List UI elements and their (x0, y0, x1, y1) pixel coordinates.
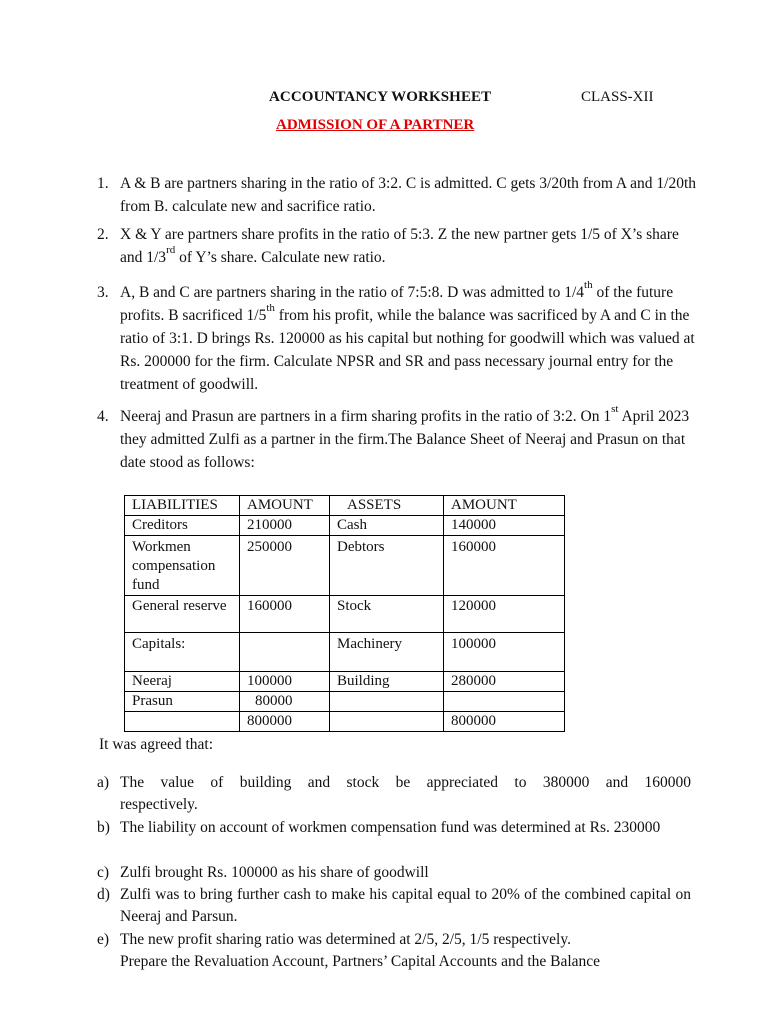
table-total-row (125, 712, 565, 732)
table-cell (444, 692, 565, 712)
table-cell: 100000 (444, 633, 565, 672)
table-cell (330, 692, 444, 712)
question-number: 1. (97, 175, 109, 192)
table-cell: 280000 (444, 672, 565, 692)
question-text: X & Y are partners share profits in the ratio of 5:3. Z the new partner gets 1/5 of X’s share and 1/3rd of Y’s share. Calculate new ratio. (120, 226, 679, 266)
term-b (97, 817, 691, 839)
table-cell: 250000 (240, 536, 330, 596)
question-1 (97, 172, 697, 218)
question-number: 3. (97, 284, 109, 301)
question-2 (97, 223, 697, 269)
term-label: d) (97, 886, 110, 903)
question-number: 2. (97, 226, 109, 243)
term-text: The liability on account of workmen compensation fund was determined at Rs. 230000 (120, 819, 661, 836)
table-cell: Machinery (330, 633, 444, 672)
header-cell: AMOUNT (444, 496, 565, 516)
question-number: 4. (97, 408, 109, 425)
table-header-row (125, 496, 565, 516)
header-cell: AMOUNT (240, 496, 330, 516)
table-cell (240, 633, 330, 672)
table-cell: 160000 (444, 536, 565, 596)
total-assets: 800000 (444, 712, 565, 732)
table-cell: Building (330, 672, 444, 692)
total-liabilities: 800000 (240, 712, 330, 732)
table-cell: 120000 (444, 596, 565, 633)
term-label: e) (97, 931, 110, 948)
term-d (97, 884, 691, 928)
term-text: The value of building and stock be appreciated to 380000 and 160000 respectively. (120, 774, 691, 813)
question-4 (97, 402, 697, 474)
worksheet-title: ACCOUNTANCY WORKSHEET (269, 89, 492, 105)
term-label: c) (97, 864, 110, 881)
header-cell: LIABILITIES (125, 496, 240, 516)
balance-sheet-table (124, 495, 565, 732)
term-label: b) (97, 819, 110, 836)
table-cell: 210000 (240, 516, 330, 536)
question-text: A & B are partners sharing in the ratio of 3:2. C is admitted. C gets 3/20th from A and 1/20th from B. calculate new and sacrifice ratio. (120, 175, 697, 215)
table-cell: Capitals: (125, 633, 240, 672)
table-row (125, 536, 565, 596)
term-a (97, 772, 691, 816)
table-cell: Cash (330, 516, 444, 536)
table-row (125, 596, 565, 633)
table-row (125, 516, 565, 536)
instruction-text: Prepare the Revaluation Account, Partners’ Capital Accounts and the Balance (120, 953, 601, 970)
table-cell: Prasun (125, 692, 240, 712)
term-text: The new profit sharing ratio was determined at 2/5, 2/5, 1/5 respectively. (120, 931, 571, 948)
term-e (97, 929, 691, 951)
table-cell: Stock (330, 596, 444, 633)
table-cell: 140000 (444, 516, 565, 536)
table-cell: Neeraj (125, 672, 240, 692)
header-cell: ASSETS (330, 496, 444, 516)
question-text: A, B and C are partners sharing in the ratio of 7:5:8. D was admitted to 1/4th of the future profits. B sacrificed 1/5th from his profit, while the balance was sacrificed by A and C in the ratio of 3:1. D brings Rs. 120000 as his capital but nothing for goodwill which was valued at Rs. 200000 for the firm. Calculate NPSR and SR and pass necessary journal entry for the treatment of goodwill. (120, 278, 695, 393)
question-3 (97, 278, 697, 396)
term-label: a) (97, 774, 110, 791)
term-c (97, 862, 691, 884)
table-cell: 100000 (240, 672, 330, 692)
table-cell: Debtors (330, 536, 444, 596)
table-cell: General reserve (125, 596, 240, 633)
table-cell: Workmen compensation fund (125, 536, 240, 596)
table-cell (330, 712, 444, 732)
table-cell: 160000 (240, 596, 330, 633)
topic-subtitle: ADMISSION OF A PARTNER (276, 117, 475, 133)
term-text: Zulfi brought Rs. 100000 as his share of goodwill (120, 864, 429, 881)
agreement-intro: It was agreed that: (99, 736, 214, 753)
class-label: CLASS-XII (581, 89, 654, 105)
table-cell (125, 712, 240, 732)
table-row (125, 692, 565, 712)
question-text: Neeraj and Prasun are partners in a firm sharing profits in the ratio of 3:2. On 1st April 2023 they admitted Zulfi as a partner in the firm.The Balance Sheet of Neeraj and Prasun on that date stood as follows: (120, 402, 690, 471)
table-cell: Creditors (125, 516, 240, 536)
table-row (125, 633, 565, 672)
term-text: Zulfi was to bring further cash to make his capital equal to 20% of the combined capital on Neeraj and Parsun. (120, 886, 691, 925)
instruction-line (97, 951, 691, 973)
table-row (125, 672, 565, 692)
table-cell: 80000 (240, 692, 330, 712)
